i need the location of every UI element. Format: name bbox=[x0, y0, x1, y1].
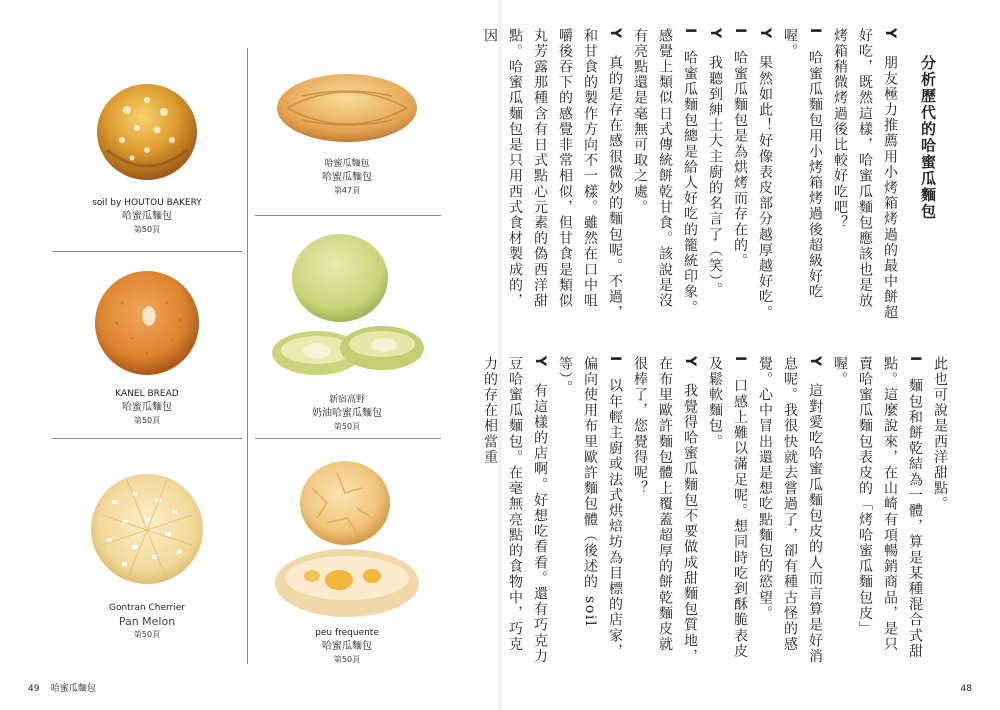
product-peu-frequente bbox=[262, 458, 432, 666]
product-name: 哈蜜瓜麵包 bbox=[322, 172, 372, 183]
product-name: Pan Melon bbox=[118, 615, 176, 628]
speaker-label: Y bbox=[807, 356, 823, 368]
section-heading: 分析歷代的哈蜜瓜麵包 bbox=[919, 55, 937, 220]
speaker-label: I bbox=[732, 28, 748, 35]
page-number: 49 bbox=[28, 684, 40, 694]
dialogue-text: 朋友極力推薦用小烤箱烤過的最中餅超好吃，既然這樣，哈蜜瓜麵包應該也是放烤箱稍微烤過後比較好吃吧？ bbox=[832, 28, 898, 321]
page-reference: 第50頁 bbox=[333, 655, 361, 664]
product-soil bbox=[62, 70, 232, 236]
sugar-melon-pan-photo bbox=[87, 470, 207, 588]
product-name: 哈蜜瓜麵包 bbox=[122, 211, 172, 222]
dialogue-text: 有這樣的店啊。好想吃看看。還有巧克力豆哈蜜瓜麵包。在毫無亮點的食物中，巧克力的存在相當重 bbox=[482, 356, 548, 665]
text-column-lower bbox=[482, 356, 952, 666]
running-title: 哈蜜瓜麵包 bbox=[50, 684, 96, 694]
melon-pan-almond-photo bbox=[92, 268, 202, 378]
dialogue-paragraph bbox=[477, 356, 552, 666]
shop-name: peu frequente bbox=[315, 628, 379, 638]
green-melon-pan-photo bbox=[262, 230, 432, 390]
speaker-label: Y bbox=[757, 28, 773, 40]
row-divider bbox=[52, 438, 242, 439]
dialogue-text: 哈蜜瓜麵包是為烘烤而存在的。 bbox=[732, 50, 748, 269]
dialogue-text: 哈蜜瓜麵包用小烤箱烤過後超級好吃喔。 bbox=[782, 28, 823, 301]
melon-pan-photo bbox=[92, 70, 202, 185]
dialogue-paragraph bbox=[477, 28, 627, 324]
shop-name: Gontran Cherrier bbox=[109, 603, 185, 613]
shop-name: KANEL BREAD bbox=[115, 389, 179, 399]
dialogue-paragraph bbox=[552, 356, 627, 666]
dialogue-text: 這對愛吃哈蜜瓜麵包皮的人而言算是好消息呢。我很快就去嘗過了，卻有種古怪的感覺。心中冒出還是想吃點麵包的慾望。 bbox=[757, 356, 823, 665]
dialogue-text: 此也可說是西洋甜點。 bbox=[932, 356, 948, 512]
column-divider bbox=[247, 48, 248, 664]
speaker-label: Y bbox=[607, 28, 623, 40]
dialogue-paragraph bbox=[827, 356, 927, 666]
oval-melon-pan-photo bbox=[272, 66, 422, 146]
shop-name: soil by HOUTOU BAKERY bbox=[92, 198, 202, 208]
shop-name: 哈蜜瓜麵包 bbox=[324, 159, 370, 169]
right-folio: 48 bbox=[960, 684, 972, 694]
dialogue-paragraph bbox=[627, 28, 702, 324]
page-reference: 第50頁 bbox=[133, 630, 161, 639]
dialogue-paragraph bbox=[752, 356, 827, 666]
left-folio bbox=[28, 681, 96, 694]
dialogue-text: 麵包和餅乾結為一體，算是某種混合式甜點。這麼說來，在山崎有項暢銷商品，是只賣哈蜜瓜麵包表皮的「烤哈蜜瓜麵包皮」喔。 bbox=[832, 356, 923, 660]
dialogue-text: 我聽到紳士大主廚的名言了（笑）。 bbox=[707, 55, 723, 298]
page-reference: 第47頁 bbox=[333, 186, 361, 195]
speaker-label: I bbox=[607, 356, 623, 363]
row-divider bbox=[255, 438, 441, 439]
speaker-label: I bbox=[732, 356, 748, 363]
product-name: 哈蜜瓜麵包 bbox=[122, 402, 172, 413]
dialogue-paragraph bbox=[702, 28, 727, 324]
row-divider bbox=[255, 215, 441, 216]
crackle-melon-pan-photo bbox=[267, 458, 427, 623]
dialogue-paragraph bbox=[777, 28, 827, 324]
product-name: 哈蜜瓜麵包 bbox=[322, 641, 372, 652]
product-takano bbox=[262, 230, 432, 433]
speaker-label: I bbox=[907, 356, 923, 363]
dialogue-paragraph bbox=[827, 28, 902, 324]
dialogue-text: 我覺得哈蜜瓜麵包不要做成甜麵包質地，在布里歐許麵包體上覆蓋超厚的餅乾麵皮就很棒了，您覺得呢？ bbox=[632, 356, 698, 665]
right-page bbox=[482, 0, 1000, 710]
speaker-label: Y bbox=[882, 28, 898, 40]
page-reference: 第50頁 bbox=[133, 225, 161, 234]
speaker-label: Y bbox=[707, 28, 723, 40]
page-reference: 第50頁 bbox=[133, 416, 161, 425]
dialogue-text: 以年輕主廚或法式烘焙坊為目標的店家，偏向使用布里歐許麵包體（後述的 soil 等）。 bbox=[557, 356, 623, 660]
row-divider bbox=[52, 251, 242, 252]
dialogue-paragraph bbox=[702, 356, 752, 666]
dialogue-paragraph bbox=[627, 356, 702, 666]
dialogue-paragraph bbox=[927, 356, 952, 666]
speaker-label: I bbox=[807, 28, 823, 35]
product-name: 奶油哈蜜瓜麵包 bbox=[312, 408, 382, 419]
speaker-label: Y bbox=[532, 356, 548, 368]
dialogue-text: 真的是存在感很微妙的麵包呢。不過，和甘食的製作方向不一樣。雖然在口中咀嚼後吞下的感覺非常相似，但甘食是類似丸芳露那種含有日式點心元素的偽西洋甜點。哈蜜瓜麵包是只用西式食材製成的，因 bbox=[482, 28, 623, 321]
dialogue-paragraph bbox=[752, 28, 777, 324]
text-column-upper bbox=[482, 28, 902, 324]
product-gontran bbox=[62, 470, 232, 641]
product-kanel bbox=[62, 268, 232, 427]
dialogue-paragraph bbox=[727, 28, 752, 324]
dialogue-text: 哈蜜瓜麵包總是給人好吃的籠統印象。感覺上類似日式傳統餅乾甘食。該說是沒有亮點還是毫無可取之處。 bbox=[632, 28, 698, 316]
speaker-label: I bbox=[682, 28, 698, 35]
product-melon-p47 bbox=[262, 66, 432, 197]
page-reference: 第50頁 bbox=[333, 422, 361, 431]
speaker-label: Y bbox=[682, 356, 698, 368]
dialogue-text: 果然如此！好像表皮部分越厚越好吃。 bbox=[757, 55, 773, 321]
dialogue-text: 口感上難以滿足呢。想同時吃到酥脆表皮及鬆軟麵包。 bbox=[707, 356, 748, 660]
shop-name: 新宿高野 bbox=[328, 395, 365, 405]
